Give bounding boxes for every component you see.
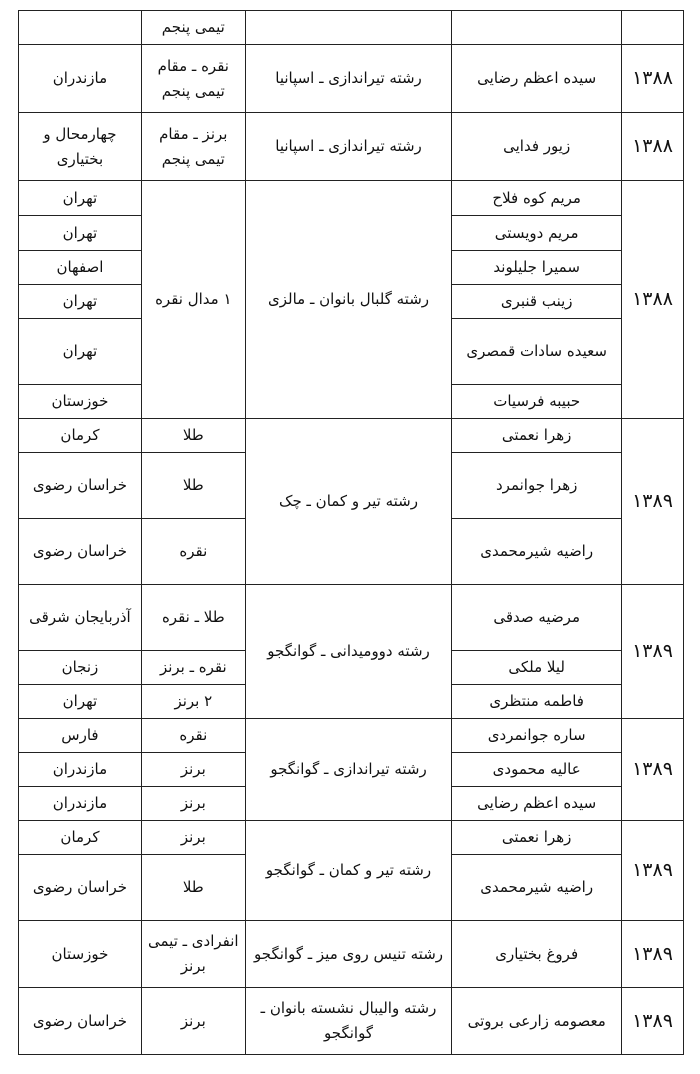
- table-row: [19, 113, 684, 181]
- province-cell: مازندران: [19, 45, 142, 113]
- table-row: [19, 585, 684, 651]
- table-row: [19, 45, 684, 113]
- province-cell: کرمان: [19, 419, 142, 453]
- province-cell: خراسان رضوی: [19, 988, 142, 1055]
- province-cell: مازندران: [19, 753, 142, 787]
- medal-cell: طلا: [141, 419, 245, 453]
- year-cell: ۱۳۸۹: [622, 988, 684, 1055]
- province-cell: زنجان: [19, 651, 142, 685]
- medal-cell: برنز: [141, 821, 245, 855]
- name-cell: سیده اعظم رضایی: [452, 787, 622, 821]
- year-cell: ۱۳۸۸: [622, 45, 684, 113]
- medal-cell: برنز: [141, 787, 245, 821]
- field-cell: رشته تیراندازی ـ اسپانیا: [245, 45, 452, 113]
- year-cell: ۱۳۸۸: [622, 113, 684, 181]
- province-cell: تهران: [19, 685, 142, 719]
- name-cell: حبیبه فرسیات: [452, 385, 622, 419]
- name-cell: زهرا جوانمرد: [452, 453, 622, 519]
- name-cell: زهرا نعمتی: [452, 419, 622, 453]
- year-cell: ۱۳۸۹: [622, 719, 684, 821]
- name-cell: سمیرا جلیلوند: [452, 251, 622, 285]
- province-cell: خراسان رضوی: [19, 519, 142, 585]
- year-cell: ۱۳۸۹: [622, 821, 684, 921]
- medal-cell: ۱ مدال نقره: [141, 181, 245, 419]
- field-cell: رشته دوومیدانی ـ گوانگجو: [245, 585, 452, 719]
- province-cell: چهارمحال و بختیاری: [19, 113, 142, 181]
- name-cell: مریم دویستی: [452, 216, 622, 251]
- province-cell: تهران: [19, 285, 142, 319]
- province-cell: خراسان رضوی: [19, 855, 142, 921]
- table-row: [19, 11, 684, 45]
- name-cell: سیده اعظم رضایی: [452, 45, 622, 113]
- name-cell: مرضیه صدقی: [452, 585, 622, 651]
- province-cell: مازندران: [19, 787, 142, 821]
- province-cell: خراسان رضوی: [19, 453, 142, 519]
- name-cell: راضیه شیرمحمدی: [452, 519, 622, 585]
- province-cell: خوزستان: [19, 921, 142, 988]
- year-cell: ۱۳۸۸: [622, 181, 684, 419]
- province-cell: [19, 11, 142, 45]
- medal-cell: برنز: [141, 753, 245, 787]
- province-cell: آذربایجان شرقی: [19, 585, 142, 651]
- name-cell: فروغ بختیاری: [452, 921, 622, 988]
- field-cell: رشته تیر و کمان ـ گوانگجو: [245, 821, 452, 921]
- field-cell: رشته تنیس روی میز ـ گوانگجو: [245, 921, 452, 988]
- medal-cell: طلا: [141, 855, 245, 921]
- medal-cell: برنز ـ مقام تیمی پنجم: [141, 113, 245, 181]
- name-cell: عالیه محمودی: [452, 753, 622, 787]
- year-cell: [622, 11, 684, 45]
- medal-cell: تیمی پنجم: [141, 11, 245, 45]
- province-cell: تهران: [19, 216, 142, 251]
- field-cell: رشته تیراندازی ـ اسپانیا: [245, 113, 452, 181]
- name-cell: مریم کوه فلاح: [452, 181, 622, 216]
- table-row: [19, 181, 684, 216]
- name-cell: زهرا نعمتی: [452, 821, 622, 855]
- table-row: [19, 419, 684, 453]
- name-cell: [452, 11, 622, 45]
- province-cell: کرمان: [19, 821, 142, 855]
- name-cell: فاطمه منتظری: [452, 685, 622, 719]
- medal-cell: نقره: [141, 519, 245, 585]
- medal-cell: نقره ـ برنز: [141, 651, 245, 685]
- field-cell: رشته تیر و کمان ـ چک: [245, 419, 452, 585]
- year-cell: ۱۳۸۹: [622, 921, 684, 988]
- field-cell: [245, 11, 452, 45]
- name-cell: زینب قنبری: [452, 285, 622, 319]
- medals-table: [18, 10, 684, 1055]
- field-cell: رشته والیبال نشسته بانوان ـ گوانگجو: [245, 988, 452, 1055]
- medal-cell: نقره: [141, 719, 245, 753]
- medal-cell: نقره ـ مقام تیمی پنجم: [141, 45, 245, 113]
- name-cell: راضیه شیرمحمدی: [452, 855, 622, 921]
- year-cell: ۱۳۸۹: [622, 585, 684, 719]
- year-cell: ۱۳۸۹: [622, 419, 684, 585]
- medal-cell: انفرادی ـ تیمی برنز: [141, 921, 245, 988]
- name-cell: ساره جوانمردی: [452, 719, 622, 753]
- field-cell: رشته گلبال بانوان ـ مالزی: [245, 181, 452, 419]
- medal-cell: طلا ـ نقره: [141, 585, 245, 651]
- province-cell: تهران: [19, 319, 142, 385]
- name-cell: سعیده سادات قمصری: [452, 319, 622, 385]
- province-cell: فارس: [19, 719, 142, 753]
- province-cell: تهران: [19, 181, 142, 216]
- name-cell: زیور فدایی: [452, 113, 622, 181]
- province-cell: اصفهان: [19, 251, 142, 285]
- table-row: [19, 821, 684, 855]
- table-row: [19, 988, 684, 1055]
- field-cell: رشته تیراندازی ـ گوانگجو: [245, 719, 452, 821]
- name-cell: معصومه زارعی بروتی: [452, 988, 622, 1055]
- name-cell: لیلا ملکی: [452, 651, 622, 685]
- medal-cell: ۲ برنز: [141, 685, 245, 719]
- table-row: [19, 719, 684, 753]
- medal-cell: برنز: [141, 988, 245, 1055]
- table-row: [19, 921, 684, 988]
- province-cell: خوزستان: [19, 385, 142, 419]
- medal-cell: طلا: [141, 453, 245, 519]
